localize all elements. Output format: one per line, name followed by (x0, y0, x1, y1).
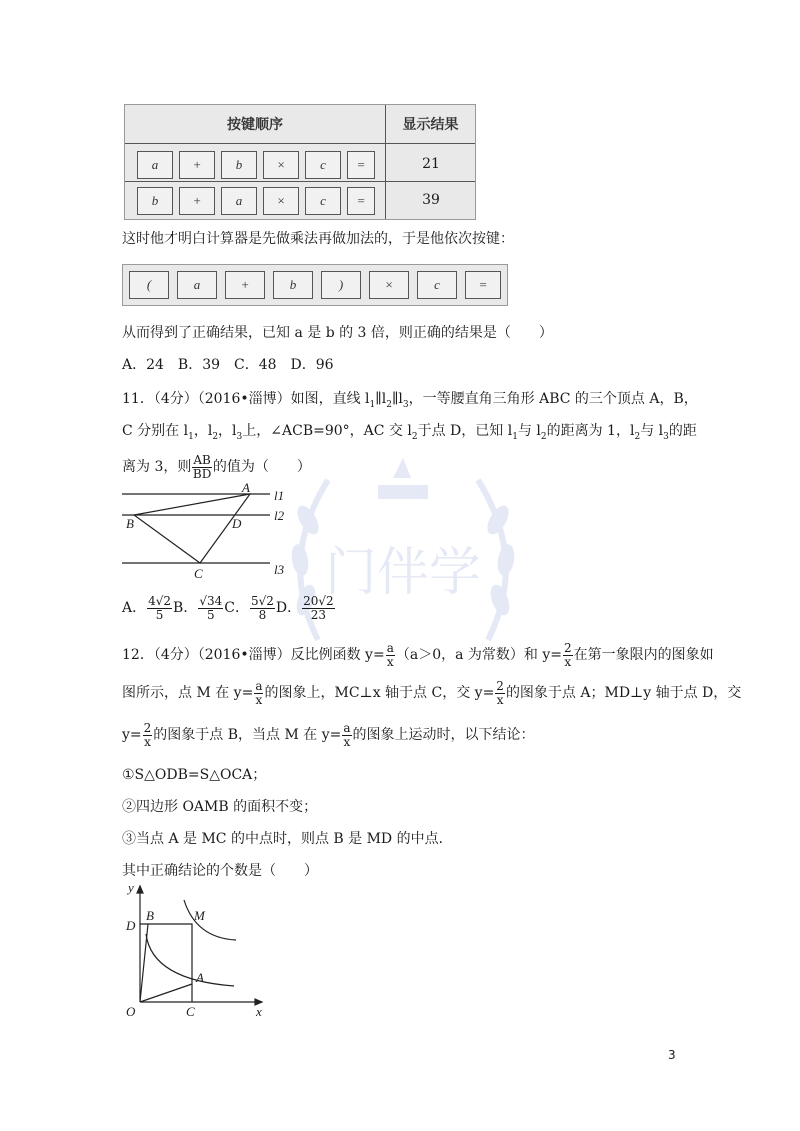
key-c: c (305, 151, 341, 179)
key-times: × (369, 271, 409, 299)
table-header-result: 显示结果 (386, 105, 475, 144)
table-header-keys: 按键顺序 (125, 105, 386, 144)
key-b: b (137, 187, 173, 215)
row2-result: 39 (422, 192, 440, 208)
svg-text:y: y (128, 880, 134, 895)
key-sequence-table (124, 104, 476, 220)
option-a-fraction: $\frac{4√2}{5}$ (148, 593, 172, 622)
key-equals: = (347, 187, 375, 215)
svg-text:B: B (146, 908, 154, 923)
text-line-1: 这时他才明白计算器是先做乘法再做加法的，于是他依次按键： (122, 231, 514, 247)
key-a: a (221, 187, 257, 215)
q12-conclusion-2: ②四边形 OAMB 的面积不变； (122, 799, 318, 815)
q12-line-3: y= $\frac{2}{x}$ 的图象于点 B，当点 M 在 y= $\frac{a}{x}$ 的图象上运动时，以下结论： (122, 720, 535, 749)
q11-figure (120, 482, 300, 580)
svg-text:门伴学: 门伴学 (324, 543, 482, 603)
page-number: 3 (668, 1048, 676, 1062)
q12-line-2: 图所示，点 M 在 y= $\frac{a}{x}$ 的图象上，MC⊥x 轴于点 C，交 y= $\frac{2}{x}$ 的图象于点 A；MD⊥y 轴于点 D，交 (122, 678, 742, 707)
q10-options: A．24 B．39 C．48 D．96 (122, 357, 334, 373)
svg-text:l2: l2 (274, 508, 285, 523)
q12-question: 其中正确结论的个数是（ ） (122, 863, 318, 879)
svg-text:l3: l3 (274, 562, 285, 577)
q12-line-1: 12．（4分）（2016•淄博）反比例函数 y= $\frac{a}{x}$ （a＞0，a 为常数）和 y= $\frac{2}{x}$ 在第一象限内的图象如 (122, 640, 714, 669)
key-b: b (273, 271, 313, 299)
q12-conclusion-1: ①S△ODB=S△OCA； (122, 767, 267, 783)
key-a: a (177, 271, 217, 299)
svg-text:O: O (126, 1004, 136, 1019)
key-equals: = (465, 271, 501, 299)
svg-text:x: x (256, 1004, 262, 1019)
row1-result: 21 (422, 156, 440, 172)
svg-text:A: A (196, 970, 204, 985)
key-plus: + (225, 271, 265, 299)
svg-text:D: D (126, 918, 136, 933)
text-line-2: 从而得到了正确结果，已知 a 是 b 的 3 倍，则正确的结果是（ ） (122, 325, 553, 341)
key-times: × (263, 151, 299, 179)
key-c: c (417, 271, 457, 299)
option-d-fraction: $\frac{20√2}{23}$ (303, 593, 334, 622)
q12-figure (116, 880, 276, 1020)
q12-conclusion-3: ③当点 A 是 MC 的中点时，则点 B 是 MD 的中点． (122, 831, 453, 847)
key-rparen: ) (321, 271, 361, 299)
key-times: × (263, 187, 299, 215)
svg-text:M: M (194, 908, 205, 923)
svg-text:C: C (186, 1004, 195, 1019)
key-c: c (305, 187, 341, 215)
key-b: b (221, 151, 257, 179)
fraction-ab-bd: $\frac{AB}{BD}$ (192, 452, 212, 481)
svg-text:l1: l1 (274, 488, 285, 503)
svg-text:D: D (232, 516, 242, 531)
key-equals: = (347, 151, 375, 179)
svg-text:C: C (194, 566, 203, 580)
key-plus: + (179, 151, 215, 179)
q11-line-2: C 分别在 $l_1$，$l_2$，$l_3$上，∠ACB=90°，AC 交 $l_2$于点 D，已知 $l_1$与 $l_2$的距离为 1，$l_2$与 $l_3$的距 (122, 423, 697, 442)
correct-key-sequence (122, 264, 508, 306)
key-plus: + (179, 187, 215, 215)
key-lparen: ( (129, 271, 169, 299)
svg-text:A: A (242, 482, 250, 495)
option-c-fraction: $\frac{5√2}{8}$ (250, 593, 274, 622)
svg-text:B: B (126, 516, 134, 531)
q11-line-1: 11．（4分）（2016•淄博）如图，直线 $l_1\parallel l_2\parallel l_3$，一等腰直角三角形 ABC 的三个顶点 A，B， (122, 391, 698, 410)
key-a: a (137, 151, 173, 179)
q11-line-3: 离为 3，则 $\frac{AB}{BD}$ 的值为（ ） (122, 452, 311, 481)
q11-options: A． $\frac{4√2}{5}$ B． $\frac{√34}{5}$ C． $\frac{5√2}{8}$ D． $\frac{20√2}{23}$ (122, 593, 334, 622)
option-b-fraction: $\frac{√34}{5}$ (199, 593, 223, 622)
